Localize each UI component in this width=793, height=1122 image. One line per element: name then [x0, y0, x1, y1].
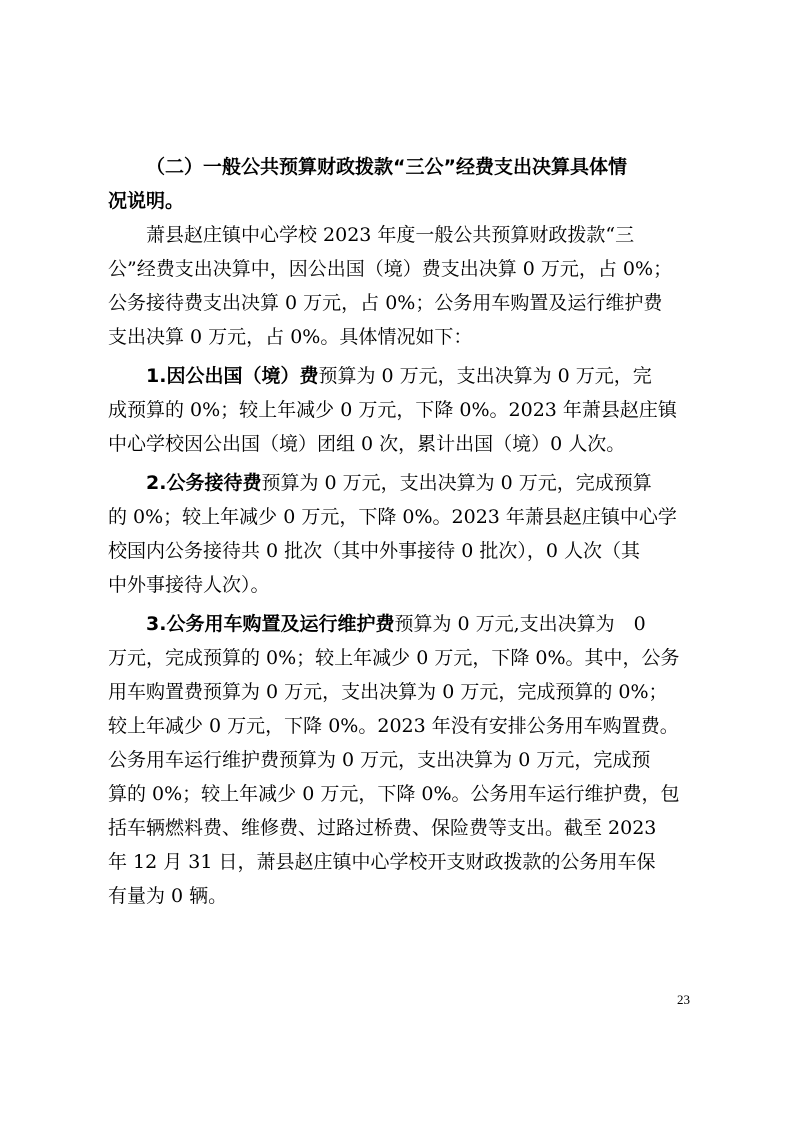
item1-title: 1.因公出国（境）费	[146, 365, 319, 387]
item3-line-2: 万元，完成预算的 0%；较上年减少 0 万元，下降 0%。其中，公务	[108, 647, 680, 669]
item3-line-1-text: 预算为 0 万元,支出决算为 0	[394, 613, 646, 635]
item1-line-1	[108, 359, 693, 393]
item2-line-3: 校国内公务接待共 0 批次（其中外事接待 0 批次），0 人次（其	[108, 540, 640, 562]
item3-line-4: 较上年减少 0 万元，下降 0%。2023 年没有安排公务用车购置费。	[108, 715, 679, 737]
item3-line-3: 用车购置费预算为 0 万元，支出决算为 0 万元，完成预算的 0%；	[108, 681, 668, 703]
item2-line-1-text: 预算为 0 万元，支出决算为 0 万元，完成预算	[261, 472, 652, 494]
section-heading-line-1: （二）一般公共预算财政拨款“三公”经费支出决算具体情	[146, 156, 627, 178]
item3-line-1	[108, 607, 693, 641]
item3-line-8: 年 12 月 31 日，萧县赵庄镇中心学校开支财政拨款的公务用车保	[108, 851, 656, 873]
section-heading-line-2: 况说明。	[108, 190, 185, 212]
intro-line-1: 萧县赵庄镇中心学校 2023 年度一般公共预算财政拨款“三	[146, 224, 635, 246]
item3-line-6: 算的 0%；较上年减少 0 万元，下降 0%。公务用车运行维护费，包	[108, 783, 680, 805]
item3-line-9: 有量为 0 辆。	[108, 885, 228, 907]
item2-title: 2.公务接待费	[146, 472, 262, 494]
item3-line-5: 公务用车运行维护费预算为 0 万元，支出决算为 0 万元，完成预	[108, 749, 651, 771]
intro-line-4: 支出决算 0 万元，占 0%。具体情况如下：	[108, 326, 473, 348]
intro-line-2: 公”经费支出决算中，因公出国（境）费支出决算 0 万元，占 0%；	[108, 258, 673, 280]
intro-line-3: 公务接待费支出决算 0 万元，占 0%；公务用车购置及运行维护费	[108, 292, 663, 314]
item1-line-3: 中心学校因公出国（境）团组 0 次，累计出国（境）0 人次。	[108, 433, 626, 455]
page-number: 23	[677, 992, 690, 1007]
item2-line-1	[108, 466, 693, 500]
item2-line-4: 中外事接待人次）。	[108, 574, 270, 596]
item2-line-2: 的 0%；较上年减少 0 万元，下降 0%。2023 年萧县赵庄镇中心学	[108, 506, 677, 528]
item3-line-7: 括车辆燃料费、维修费、过路过桥费、保险费等支出。截至 2023	[108, 817, 657, 839]
item1-line-1-text: 预算为 0 万元，支出决算为 0 万元，完	[318, 365, 652, 387]
document-body	[108, 150, 693, 913]
item3-title: 3.公务用车购置及运行维护费	[146, 613, 395, 635]
item1-line-2: 成预算的 0%；较上年减少 0 万元，下降 0%。2023 年萧县赵庄镇	[108, 399, 677, 421]
